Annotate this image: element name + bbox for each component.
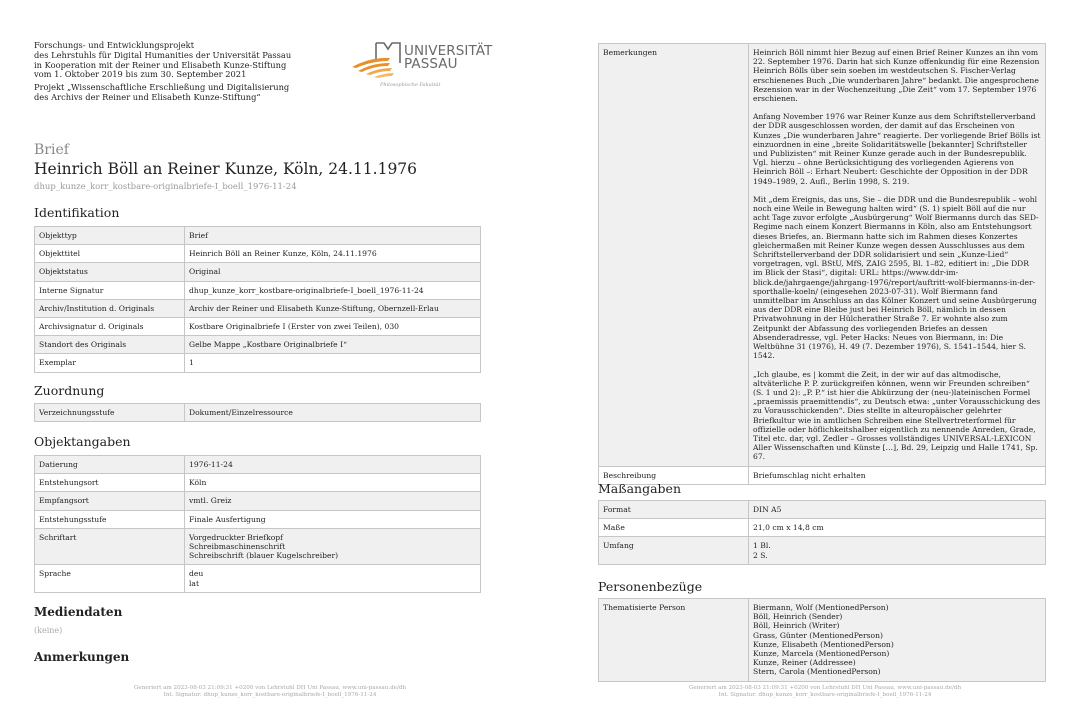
person-item: Stern, Carola (MentionedPerson) <box>753 667 881 677</box>
mediendaten-empty: (keine) <box>34 626 63 635</box>
field-label: Maße <box>599 519 749 537</box>
field-label: Objekttyp <box>35 227 185 245</box>
field-value: 1 Bl. <box>753 541 771 551</box>
page-footer <box>570 685 1079 699</box>
field-label: Exemplar <box>35 354 185 372</box>
table-row <box>599 44 1046 467</box>
field-value-list <box>185 565 481 592</box>
field-label: Objekttitel <box>35 245 185 263</box>
field-value: Brief <box>185 227 481 245</box>
person-item: Kunze, Marcela (MentionedPerson) <box>753 649 890 659</box>
zuordnung-table <box>34 403 481 422</box>
table-row <box>35 565 481 592</box>
section-heading-massangaben: Maßangaben <box>598 481 682 496</box>
remark-paragraph: Anfang November 1976 war Reiner Kunze aus dem Schriftstellerverband der DDR ausgeschlossen worden, der damit auf das Erscheinen von Kunzes „Die wunderbaren Jahre“ reagierte. Der vorliegende Brief Bölls ist einzuordnen in eine „breite Solidaritätswelle [bekannter] Schriftsteller und Publizisten“ mit Reiner Kunze gerade auch in der Bundesrepublik. Vgl. hierzu – ohne Berücksichtigung des vorliegenden Agierens von Heinrich Böll –: Erhart Neubert: Geschichte der Opposition in der DDR 1949–1989, 2. Aufl., Berlin 1998, S. 219. <box>753 112 1041 186</box>
table-row <box>35 336 481 354</box>
field-value: lat <box>189 578 200 588</box>
field-value: Kostbare Originalbriefe I (Erster von zwei Teilen), 030 <box>185 318 481 336</box>
field-label: Sprache <box>35 565 185 592</box>
field-label: Interne Signatur <box>35 281 185 299</box>
section-heading-objektangaben: Objektangaben <box>34 434 131 449</box>
field-value: Archiv der Reiner und Elisabeth Kunze-Stiftung, Obernzell-Erlau <box>185 299 481 317</box>
person-list <box>749 599 1046 682</box>
remark-paragraph: „Ich glaube, es | kommt die Zeit, in der wir auf das altmodische, altväterliche P. P. zurückgreifen können, wenn wir Freunden schreiben“ (S. 1 und 2): „P. P.“ ist hier die Abkürzung der (neu-)lateinischen Formel „praemissis praemittendis“, zu Deutsch etwa: „unter Vorausschickung des zu Vorausschickenden“. Dies stellte in alteuropäischer gelehrter Briefkultur wie in amtlichen Schreiben eine Stellvertreterformel für offizielle oder höflichkeitshalber eigentlich zu nennende Anreden, Grade, Titel etc. dar, vgl. Zedler – Grosses vollständiges UNIVERSAL-LEXICON Aller Wissenschaften und Künste […], Bd. 29, Leipzig und Halle 1741, Sp. 67. <box>753 369 1041 462</box>
table-row <box>35 510 481 528</box>
field-label: Verzeichnungsstufe <box>35 404 185 422</box>
table-row <box>35 492 481 510</box>
person-item: Böll, Heinrich (Writer) <box>753 621 840 631</box>
field-value: Gelbe Mappe „Kostbare Originalbriefe I“ <box>185 336 481 354</box>
field-label: Datierung <box>35 456 185 474</box>
logo-line-universitaet: UNIVERSITÄT <box>404 43 493 59</box>
document-signature: dhup_kunze_korr_kostbare-originalbriefe-I_boell_1976-11-24 <box>34 182 297 192</box>
field-label: Umfang <box>599 537 749 564</box>
field-label: Archivsignatur d. Originals <box>35 318 185 336</box>
field-value: Heinrich Böll an Reiner Kunze, Köln, 24.11.1976 <box>185 245 481 263</box>
table-row <box>35 281 481 299</box>
field-value: 1 <box>185 354 481 372</box>
field-label: Bemerkungen <box>599 44 749 467</box>
person-item: Biermann, Wolf (MentionedPerson) <box>753 603 889 612</box>
person-item: Grass, Günter (MentionedPerson) <box>753 630 883 640</box>
personenbezuege-table <box>598 598 1046 682</box>
table-row <box>599 501 1046 519</box>
university-passau-logo-icon <box>350 41 406 81</box>
field-value: Finale Ausfertigung <box>185 510 481 528</box>
document-title: Heinrich Böll an Reiner Kunze, Köln, 24.11.1976 <box>34 160 418 178</box>
massangaben-table <box>598 500 1046 565</box>
table-row <box>35 299 481 317</box>
footer-signature: Int. Signatur: dhup_kunze_korr_kostbare-originalbriefe-I_boell_1976-11-24 <box>163 692 377 698</box>
field-label: Beschreibung <box>599 466 749 484</box>
table-row <box>35 354 481 372</box>
field-value: Schreibschrift (blauer Kugelschreiber) <box>189 551 339 561</box>
table-row <box>35 263 481 281</box>
project-title-line: des Archivs der Reiner und Elisabeth Kunze-Stiftung“ <box>34 91 261 102</box>
field-value: 1976-11-24 <box>185 456 481 474</box>
field-value: Vorgedruckter Briefkopf <box>189 532 283 542</box>
person-item: Kunze, Elisabeth (MentionedPerson) <box>753 639 894 649</box>
table-row <box>35 456 481 474</box>
table-row <box>35 245 481 263</box>
field-label: Standort des Originals <box>35 336 185 354</box>
field-label: Format <box>599 501 749 519</box>
document-kind: Brief <box>34 142 69 158</box>
section-heading-anmerkungen: Anmerkungen <box>34 650 130 664</box>
field-value: deu <box>189 569 204 579</box>
remark-paragraph: Mit „dem Ereignis, das uns, Sie – die DDR und die Bundesrepublik – wohl noch eine Weile in Bewegung halten wird“ (S. 1) spielt Böll auf die nur acht Tage zuvor erfolgte „Ausbürgerung“ Wolf Biermanns durch das SED-Regime nach einem Konzert Biermanns in Köln, also am Entstehungsort dieses Briefes, an. Biermann hatte sich im Rahmen dieses Konzertes gleichermaßen mit Reiner Kunze wegen dessen Ausschlusses aus dem Schriftstellerverband der DDR solidarisiert und sein „Kunze-Lied“ vorgetragen, vgl. BStU, MfS, ZAIG 2595, Bl. 1–82, editiert in: „Die DDR im Blick der Stasi“, digital: URL: https://www.ddr-im-blick.de/jahrgaenge/jahrgang-1976/report/auftritt-wolf-biermanns-in-der-sporthalle-koeln/ (eingesehen 2023-07-31). Wolf Biermann fand unmittelbar im Anschluss an das Kölner Konzert und seine Ausbürgerung aus der DDR eine Bleibe just bei Heinrich Böll, nämlich in dessen Privatwohnung in der Hülcherather Straße 7. Er wohnte also zum Zeitpunkt der Abfassung des vorliegenden Briefes an dessen Absenderadresse, vgl. Peter Hacks: Neues von Biermann, in: Die Weltbühne 31 (1976), H. 49 (7. Dezember 1976), S. 1541–1544, hier S. 1542. <box>753 194 1039 361</box>
table-row <box>35 318 481 336</box>
field-label: Schriftart <box>35 528 185 565</box>
field-label: Archiv/Institution d. Originals <box>35 299 185 317</box>
project-line: in Kooperation mit der Reiner und Elisabeth Kunze-Stiftung <box>34 59 287 70</box>
table-row <box>35 227 481 245</box>
field-value: Köln <box>185 474 481 492</box>
field-value: DIN A5 <box>749 501 1046 519</box>
field-label: Thematisierte Person <box>599 599 749 682</box>
footer-generated: Generiert am 2023-08-03 21:09:31 +0200 von Lehrstuhl DH Uni Passau, www.uni-passau.de/dh <box>133 685 407 691</box>
field-value: Original <box>185 263 481 281</box>
table-row <box>599 599 1046 682</box>
person-item: Kunze, Reiner (Addressee) <box>753 658 856 668</box>
table-row <box>35 404 481 422</box>
field-label: Entstehungsort <box>35 474 185 492</box>
person-item: Böll, Heinrich (Sender) <box>753 612 843 622</box>
project-description <box>34 41 334 103</box>
university-logo <box>350 41 493 91</box>
table-row <box>599 519 1046 537</box>
field-value-paragraphs <box>749 44 1046 467</box>
logo-text <box>404 45 492 71</box>
field-value: Schreibmaschinenschrift <box>189 542 286 552</box>
project-line: des Lehrstuhls für Digital Humanities der Universität Passau <box>34 49 292 60</box>
field-value: Briefumschlag nicht erhalten <box>749 466 1046 484</box>
logo-line-passau: PASSAU <box>404 56 458 72</box>
section-heading-personenbezuege: Personenbezüge <box>598 579 703 594</box>
field-value-list <box>185 528 481 565</box>
table-row <box>35 474 481 492</box>
field-label: Objektstatus <box>35 263 185 281</box>
section-heading-identifikation: Identifikation <box>34 205 120 220</box>
field-label: Empfangsort <box>35 492 185 510</box>
section-heading-zuordnung: Zuordnung <box>34 383 105 398</box>
project-line: Forschungs- und Entwicklungsprojekt <box>34 40 195 50</box>
field-value-list <box>749 537 1046 564</box>
field-value: vmtl. Greiz <box>185 492 481 510</box>
section-heading-mediendaten: Mediendaten <box>34 605 123 619</box>
project-title-line: Projekt „Wissenschaftliche Erschließung und Digitalisierung <box>34 82 290 93</box>
table-row <box>599 537 1046 564</box>
field-value: 2 S. <box>753 550 768 560</box>
field-value: dhup_kunze_korr_kostbare-originalbriefe-I_boell_1976-11-24 <box>185 281 481 299</box>
page-footer <box>0 685 540 699</box>
field-label: Entstehungsstufe <box>35 510 185 528</box>
identifikation-table <box>34 226 481 373</box>
field-value: Dokument/Einzelressource <box>185 404 481 422</box>
table-row <box>35 528 481 565</box>
field-value: 21,0 cm x 14,8 cm <box>749 519 1046 537</box>
footer-signature: Int. Signatur: dhup_kunze_korr_kostbare-originalbriefe-I_boell_1976-11-24 <box>718 692 932 698</box>
page-2 <box>540 0 1079 728</box>
footer-generated: Generiert am 2023-08-03 21:09:31 +0200 von Lehrstuhl DH Uni Passau, www.uni-passau.de/dh <box>688 685 962 691</box>
anmerkungen-table <box>598 43 1046 485</box>
logo-faculty: Philosophische Fakultät <box>380 82 441 88</box>
project-line: vom 1. Oktober 2019 bis zum 30. September 2021 <box>34 69 247 80</box>
remark-paragraph: Heinrich Böll nimmt hier Bezug auf einen Brief Reiner Kunzes an ihn vom 22. September 1976. Darin hat sich Kunze offenkundig für eine Rezension Heinrich Bölls über sein soeben im westdeutschen S. Fischer-Verlag erschienenes Buch „Die wunderbaren Jahre“ bedankt. Die angesprochene Rezension war in der Wochenzeitung „Die Zeit“ vom 17. September 1976 erschienen. <box>753 48 1040 104</box>
objektangaben-table <box>34 455 481 593</box>
